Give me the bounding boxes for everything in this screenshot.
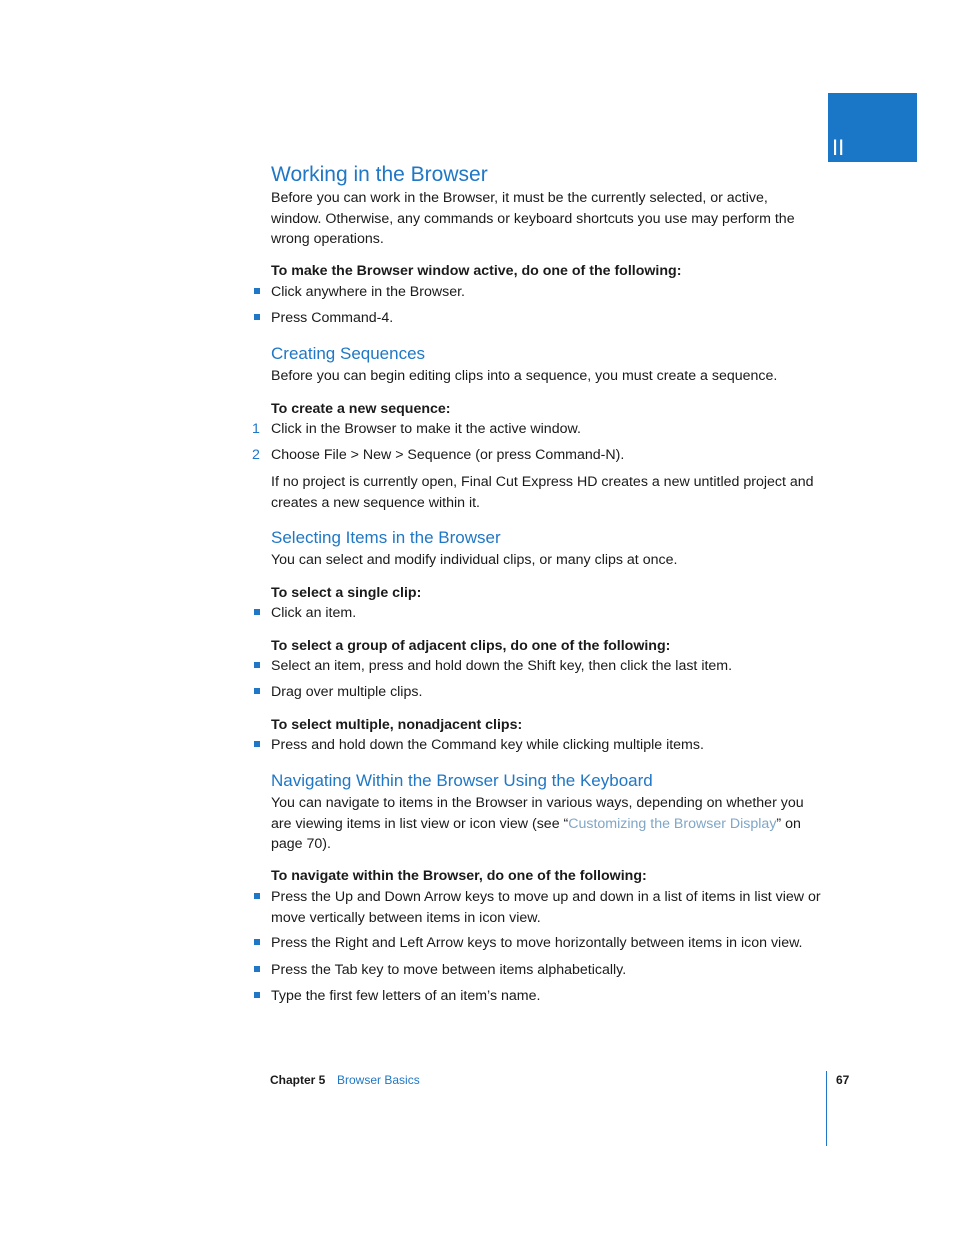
step-item xyxy=(252,445,821,466)
list-item xyxy=(271,656,821,677)
list-item-text: Press the Up and Down Arrow keys to move up and down in a list of items in list view or move vertically between items in icon view. xyxy=(271,889,821,926)
section-body-creating: Before you can begin editing clips into a sequence, you must create a sequence. xyxy=(271,368,778,384)
list-item-text: Press and hold down the Command key while clicking multiple items. xyxy=(271,737,704,753)
list-item-text: Click an item. xyxy=(271,605,357,621)
body-text: ” on page 70). xyxy=(271,815,801,852)
list-item-text: Type the first few letters of an item’s name. xyxy=(271,988,541,1004)
section-body-working: Before you can work in the Browser, it must be the currently selected, or active, window. Otherwise, any commands or keyboard shortcuts you use may perform the wrong operations. xyxy=(271,190,795,247)
bullet-icon xyxy=(254,288,260,294)
task-intro-make-active: To make the Browser window active, do one of the following: xyxy=(271,263,682,279)
part-tab xyxy=(828,93,917,162)
cross-reference-link[interactable]: Customizing the Browser Display xyxy=(568,815,777,832)
list-item-text: Press the Tab key to move between items alphabetically. xyxy=(271,962,627,978)
footer-divider xyxy=(826,1071,827,1146)
section-title-working: Working in the Browser xyxy=(271,163,488,186)
section-title-creating: Creating Sequences xyxy=(271,344,426,363)
bullet-icon xyxy=(254,741,260,747)
list-item-text: Select an item, press and hold down the Shift key, then click the last item. xyxy=(271,658,733,674)
task-intro-create-sequence: To create a new sequence: xyxy=(271,401,451,417)
page-number: 67 xyxy=(836,1073,850,1087)
list-item xyxy=(271,735,821,756)
section-body-navigating xyxy=(271,793,821,855)
footer-chapter-name: Browser Basics xyxy=(337,1073,420,1087)
part-tab-label: II xyxy=(832,135,845,160)
bullet-icon xyxy=(254,688,260,694)
task-intro-single-clip: To select a single clip: xyxy=(271,585,422,601)
list-item xyxy=(271,682,821,703)
list-item xyxy=(271,986,821,1007)
list-item xyxy=(271,603,821,624)
bullet-icon xyxy=(254,939,260,945)
step-note: If no project is currently open, Final Cut Express HD creates a new untitled project and creates a new sequence within it. xyxy=(271,474,814,511)
bullet-icon xyxy=(254,992,260,998)
bullet-icon xyxy=(254,609,260,615)
task-intro-nonadjacent: To select multiple, nonadjacent clips: xyxy=(271,717,523,733)
step-text: Choose File > New > Sequence (or press Command-N). xyxy=(271,447,625,463)
step-number: 2 xyxy=(252,447,260,463)
list-item xyxy=(271,308,821,329)
list-item-text: Drag over multiple clips. xyxy=(271,684,423,700)
task-intro-group-clips: To select a group of adjacent clips, do one of the following: xyxy=(271,638,671,654)
bullet-icon xyxy=(254,966,260,972)
step-number: 1 xyxy=(252,421,260,437)
bullet-icon xyxy=(254,893,260,899)
section-title-selecting: Selecting Items in the Browser xyxy=(271,528,501,547)
task-intro-navigate: To navigate within the Browser, do one of the following: xyxy=(271,868,647,884)
list-item xyxy=(271,282,821,303)
list-item xyxy=(271,960,821,981)
step-item xyxy=(252,419,821,440)
section-title-navigating: Navigating Within the Browser Using the Keyboard xyxy=(271,771,653,790)
list-item xyxy=(271,933,821,954)
list-item-text: Click anywhere in the Browser. xyxy=(271,284,465,300)
list-item-text: Press Command-4. xyxy=(271,310,394,326)
bullet-icon xyxy=(254,314,260,320)
body-text: You can navigate to items in the Browser in various ways, depending on whether you are viewing items in list view or icon view (see “ xyxy=(271,795,804,832)
list-item xyxy=(271,887,821,928)
footer-chapter-number: Chapter 5 xyxy=(270,1073,326,1087)
section-body-selecting: You can select and modify individual clips, or many clips at once. xyxy=(271,552,678,568)
step-text: Click in the Browser to make it the active window. xyxy=(271,421,581,437)
bullet-icon xyxy=(254,662,260,668)
list-item-text: Press the Right and Left Arrow keys to move horizontally between items in icon view. xyxy=(271,935,803,951)
